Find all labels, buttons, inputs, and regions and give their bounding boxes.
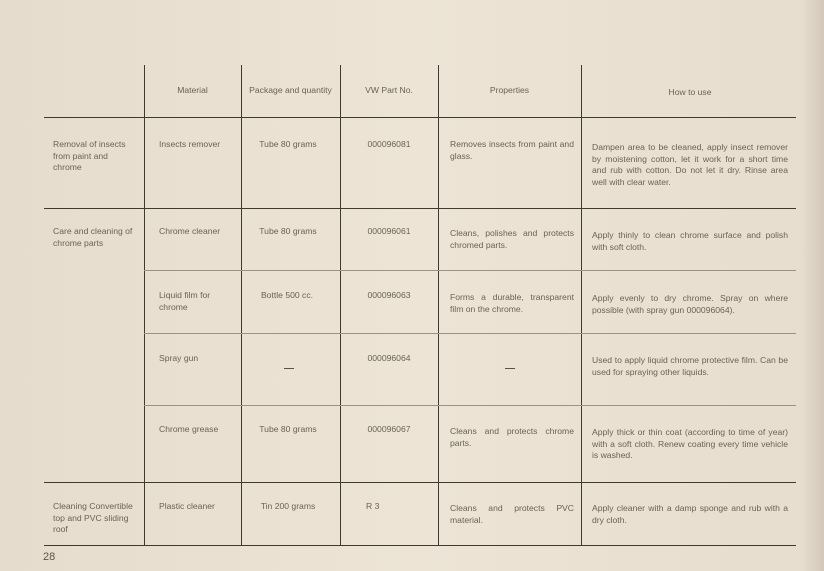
row-rule bbox=[144, 333, 796, 334]
cell-part-no: 000096081 bbox=[367, 139, 411, 149]
cell-how-to-use: Dampen area to be cleaned, apply insect remover by moistening cotton, let it work for a short time and rub with cotton. Do not let it dry. Rinse area well with clear water. bbox=[592, 142, 788, 187]
cell-part-no: 000096061 bbox=[367, 226, 411, 236]
cell-properties: Cleans and protects chrome parts. bbox=[450, 426, 574, 448]
header-package: Package and quantity bbox=[249, 85, 332, 95]
row-rule bbox=[144, 405, 796, 406]
cell-how-to-use: Apply thick or thin coat (according to time of year) with a soft cloth. Renew coating every time vehicle is washed. bbox=[592, 427, 788, 461]
cell-package: Tube 80 grams bbox=[259, 226, 317, 236]
cell-package: Tin 200 grams bbox=[260, 501, 316, 511]
empty-cell-dash bbox=[284, 368, 294, 369]
empty-cell-dash bbox=[505, 368, 515, 369]
cell-package: Bottle 500 cc. bbox=[260, 290, 314, 300]
cell-how-to-use: Used to apply liquid chrome protective film. Can be used for spraying other liquids. bbox=[592, 355, 788, 377]
cell-part-no: 000096063 bbox=[367, 290, 411, 300]
cell-part-no: 000096064 bbox=[367, 353, 411, 363]
cell-material: Plastic cleaner bbox=[159, 501, 215, 511]
header-material: Material bbox=[177, 85, 208, 95]
group-label: Removal of insects from paint and chrome bbox=[53, 139, 126, 173]
cell-how-to-use: Apply evenly to dry chrome. Spray on where possible (with spray gun 000096064). bbox=[592, 293, 788, 315]
group-label: Cleaning Convertible top and PVC sliding roof bbox=[53, 501, 133, 535]
cell-material: Liquid film for chrome bbox=[159, 290, 211, 312]
cell-material: Chrome grease bbox=[159, 424, 219, 434]
group-label: Care and cleaning of chrome parts bbox=[53, 226, 133, 248]
column-divider bbox=[144, 65, 145, 545]
column-divider bbox=[340, 65, 341, 545]
cell-part-no: 000096067 bbox=[367, 424, 411, 434]
cell-how-to-use: Apply cleaner with a damp sponge and rub with a dry cloth. bbox=[592, 503, 788, 525]
cell-material: Chrome cleaner bbox=[159, 226, 221, 236]
cell-properties: Cleans, polishes and protects chromed parts. bbox=[450, 228, 574, 250]
cell-package: Tube 80 grams bbox=[259, 139, 317, 149]
cell-properties: Removes insects from paint and glass. bbox=[450, 139, 574, 161]
header-properties: Properties bbox=[489, 85, 530, 95]
page-spine-shadow bbox=[802, 0, 824, 571]
header-how-to-use: How to use bbox=[668, 87, 712, 97]
group-rule bbox=[44, 482, 796, 483]
cell-material: Insects remover bbox=[159, 139, 221, 149]
column-divider bbox=[241, 65, 242, 545]
column-divider bbox=[438, 65, 439, 545]
page-number: 28 bbox=[43, 551, 56, 563]
cell-package: Tube 80 grams bbox=[259, 424, 317, 434]
header-part-no: VW Part No. bbox=[365, 85, 413, 95]
cell-material: Spray gun bbox=[159, 353, 199, 363]
column-divider bbox=[581, 65, 582, 545]
cell-properties: Forms a durable, transparent film on the chrome. bbox=[450, 292, 574, 314]
header-rule bbox=[44, 117, 796, 118]
row-rule bbox=[144, 270, 796, 271]
cell-properties: Cleans and protects PVC material. bbox=[450, 503, 574, 525]
table-bottom-rule bbox=[44, 545, 796, 546]
group-rule bbox=[44, 208, 796, 209]
cell-part-no: R 3 bbox=[366, 501, 380, 511]
cell-how-to-use: Apply thinly to clean chrome surface and polish with soft cloth. bbox=[592, 230, 788, 252]
